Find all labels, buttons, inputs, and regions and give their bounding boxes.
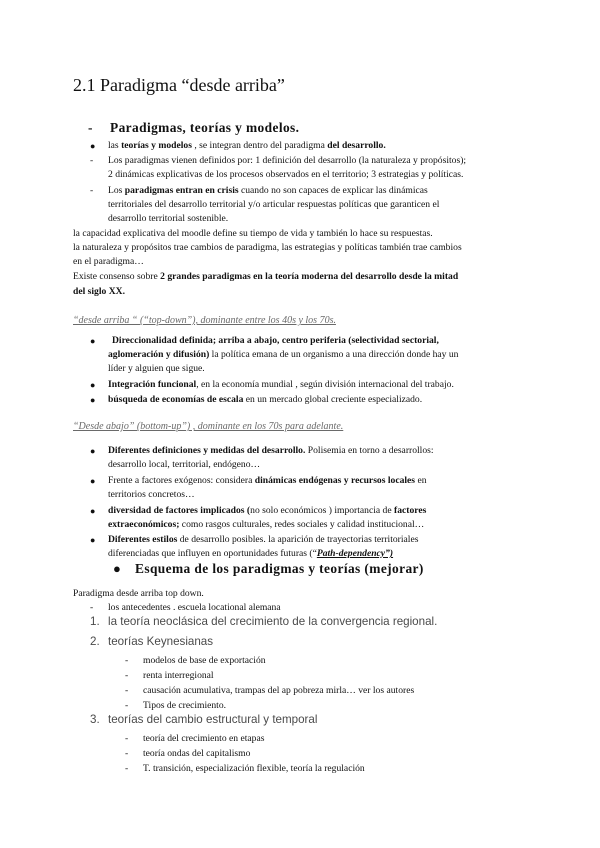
heading-dot: ● (113, 561, 122, 576)
heading-paradigmas: Paradigmas, teorías y modelos. (110, 120, 300, 135)
text: Existe consenso sobre (73, 271, 161, 282)
list-number-2: 2. (90, 635, 100, 648)
sub-item: Tipos de crecimiento. (143, 700, 227, 711)
bullet-crisis-l1 (108, 183, 428, 198)
item-direccionalidad-l3: líder y alguien que sigue. (108, 363, 205, 374)
dash: - (125, 748, 129, 759)
para-l2: la naturaleza y propósitos trae cambios de paradigma, las estrategias y políticas también trae cambios (73, 242, 462, 253)
page-title: 2.1 Paradigma “desde arriba” (73, 75, 285, 95)
text-bold: del desarrollo. (327, 140, 386, 151)
bullet-dot: ● (90, 506, 96, 516)
text: , en la economía mundial , según división internacional del trabajo. (196, 379, 454, 390)
list-number-3: 3. (90, 713, 100, 726)
text: de desarrollo posibles. la aparición de trayectorias territoriales (177, 534, 419, 545)
item-diversidad-l1 (108, 503, 426, 518)
text-bold: extraeconómicos; (108, 519, 180, 530)
text-bold: del siglo XX. (73, 286, 125, 297)
dash: - (90, 185, 94, 196)
bullet-dot: ● (90, 535, 96, 545)
sub-item: modelos de base de exportación (143, 655, 266, 666)
text-bold: Integración funcional (108, 379, 197, 390)
text-bold: paradigmas entran en crisis (124, 185, 239, 196)
heading-dash: - (88, 120, 93, 135)
sub-item: T. transición, especialización flexible, teoría la regulación (143, 763, 365, 774)
text-bold: búsqueda de economías de escala (108, 394, 244, 405)
list-item-neoclasica: la teoría neoclásica del crecimiento de la convergencia regional. (108, 615, 438, 628)
item-estilos-l2 (108, 546, 393, 561)
bullet-dot: ● (90, 395, 96, 405)
bullet-definidos-l2: 2 dinámicas explicativas de los procesos observados en el territorio; 3 estrategias y políticas. (108, 169, 464, 180)
sub-item: causación acumulativa, trampas del ap pobreza mirla… ver los autores (143, 685, 415, 696)
para-l5 (73, 284, 125, 299)
text: Frente a factores exógenos: considera (108, 475, 255, 486)
item-estilos-l1 (108, 532, 418, 547)
esquema-antecedentes: los antecedentes . escuela locational alemana (108, 602, 281, 613)
list-number-1: 1. (90, 615, 100, 628)
text-bold: Diferentes definiciones y medidas del desarrollo. (108, 445, 306, 456)
para-l4 (73, 269, 458, 284)
section-bottom-up-heading: “Desde abajo” (bottom-up”) , dominante en los 70s para adelante. (73, 421, 344, 432)
dash: - (125, 685, 129, 696)
dash: - (125, 763, 129, 774)
path-dependency-link: Path-dependency”) (316, 548, 394, 559)
text: como rasgos culturales, redes sociales y calidad institucional… (179, 519, 425, 530)
item-exogenos-l2: territorios concretos… (108, 489, 195, 500)
bullet-definidos-l1: Los paradigmas vienen definidos por: 1 definición del desarrollo (la naturaleza y propósitos); (108, 155, 467, 166)
section-top-down-heading: “desde arriba “ (“top-down”), dominante entre los 40s y los 70s. (73, 315, 336, 326)
text: Los (108, 185, 125, 196)
item-direccionalidad-l1 (112, 333, 439, 348)
text: , se integran dentro del paradigma (191, 140, 328, 151)
bullet-dot: ● (90, 380, 96, 390)
dash: - (90, 155, 94, 166)
text-bold: teorías y modelos (121, 140, 192, 151)
dash: - (125, 733, 129, 744)
text: cuando no son capaces de explicar las dinámicas (238, 185, 428, 196)
para-l3: en el paradigma… (73, 256, 144, 267)
bullet-dot: ● (90, 476, 96, 486)
esquema-intro: Paradigma desde arriba top down. (73, 588, 204, 599)
text: la política emana de un organismo a una dirección donde hay un (209, 349, 459, 360)
bullet-crisis-l3: desarrollo territorial sostenible. (108, 213, 229, 224)
text-bold: factores (394, 505, 427, 516)
item-escala (108, 392, 422, 407)
text-bold: diversidad de factores implicados ( (108, 505, 251, 516)
bullet-dot: ● (90, 141, 96, 151)
text-bold: 2 grandes paradigmas en la teoría moderna del desarrollo desde la mitad (160, 271, 459, 282)
dash: - (125, 700, 129, 711)
bullet-crisis-l2: territoriales del desarrollo territorial y/o articular respuestas políticas que garanticen el (108, 199, 440, 210)
item-definiciones-l2: desarrollo local, territorial, endógeno… (108, 459, 261, 470)
sub-item: teoría del crecimiento en etapas (143, 733, 265, 744)
dash: - (125, 670, 129, 681)
bullet-teorias (108, 138, 386, 153)
heading-esquema: Esquema de los paradigmas y teorías (mejorar) (135, 561, 424, 576)
sub-item: teoría ondas del capitalismo (143, 748, 251, 759)
item-integracion (108, 377, 454, 392)
list-item-keynesianas: teorías Keynesianas (108, 635, 214, 648)
item-direccionalidad-l2 (108, 347, 458, 362)
bullet-dot: ● (90, 336, 96, 346)
dash: - (90, 602, 94, 613)
text-bold: aglomeración y difusión) (108, 349, 210, 360)
text: las (108, 140, 122, 151)
list-item-cambio-estructural: teorías del cambio estructural y temporal (108, 713, 318, 726)
text-bold: dinámicas endógenas y recursos locales (254, 475, 416, 486)
bullet-dot: ● (90, 446, 96, 456)
dash: - (125, 655, 129, 666)
sub-item: renta interregional (143, 670, 214, 681)
text: diferenciadas que influyen en oportunidades futuras (“ (108, 548, 317, 559)
text: en (415, 475, 427, 486)
text: Polisemia en torno a desarrollos: (305, 445, 434, 456)
item-definiciones-l1 (108, 443, 434, 458)
item-diversidad-l2 (108, 517, 424, 532)
text: no solo económicos ) importancia de (250, 505, 395, 516)
item-exogenos-l1 (108, 473, 427, 488)
text-bold: Direccionalidad definida; arriba a abajo, centro periferia (selectividad sectorial, (112, 335, 439, 346)
para-l1: la capacidad explicativa del moodle define su tiempo de vida y también lo hace su respuestas. (73, 228, 433, 239)
text-bold: Diferentes estilos (108, 534, 178, 545)
text: en un mercado global creciente especializado. (243, 394, 423, 405)
